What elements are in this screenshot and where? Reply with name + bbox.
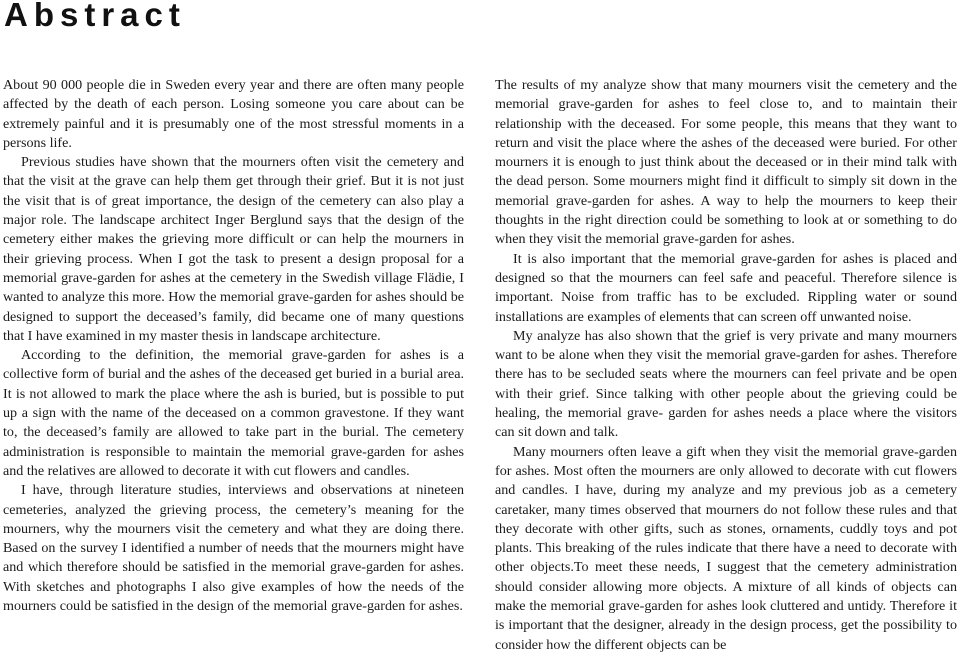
paragraph: My analyze has also shown that the grief is very private and many mourners want to be alone when they visit the memorial grave-garden for ashes. Therefore there has to be secluded seats where the mourners can feel private and be open with their grief. Since talking with other people about the grieving could be healing, the memorial grave- garden for ashes needs a place where the visitors can sit down and talk. — [495, 327, 957, 441]
paragraph: Previous studies have shown that the mourners often visit the cemetery and that the visit at the grave can help them get through their grief. But it is not just the visit that is of great importance, the design of the cemetery can also play a major role. The landscape architect Inger Berglund says that the design of the cemetery either makes the grieving more difficult or can help the mourners in their grieving process. When I got the task to present a design proposal for a memorial grave-garden for ashes at the cemetery in the Swedish village Flädie, I wanted to analyze this more. How the memorial grave-garden for ashes should be designed to support the deceased’s family, did became one of many questions that I have examined in my master thesis in landscape architecture. — [3, 154, 464, 344]
paragraph: According to the definition, the memorial grave-garden for ashes is a collective form of burial and the ashes of the deceased get buried in a burial area. It is not allowed to mark the place where the ash is buried, but is possible to put up a sign with the name of the deceased on a common gravestone. If they want to, the deceased’s family are allowed to take part in the burial. The cemetery administration is responsible to maintain the memorial grave-garden for ashes and the relatives are allowed to decorate it with cut flowers and candles. — [3, 347, 464, 479]
paragraph: I have, through literature studies, interviews and observations at nineteen cemeteries, analyzed the grieving process, the cemetery’s meaning for the mourners, why the mourners visit the cemetery and what they are doing there. Based on the survey I identified a number of needs that the mourners might have and which therefore should be satisfied in the memorial grave-garden for ashes. With sketches and photographs I also give examples of how the needs of the mourners could be satisfied in the design of the memorial grave-garden for ashes. — [3, 482, 464, 615]
paragraph: The results of my analyze show that many mourners visit the cemetery and the memorial grave-garden for ashes to feel close to, and to maintain their relationship with the deceased. For some people, this means that they want to return and visit the place where the ashes of the deceased were buried. For other mourners it is enough to just think about the deceased or in their mind talk with the dead person. Some mourners might find it difficult to simply sit down in the memorial grave-garden for ashes. A way to help the mourners to keep their thoughts in the right direction could be something to look at or something to do when they visit the memorial grave-garden for ashes. — [495, 77, 957, 248]
left-column — [3, 76, 464, 616]
paragraph: It is also important that the memorial grave-garden for ashes is placed and designed so that the mourners can feel safe and peaceful. Therefore silence is important. Noise from traffic has to be excluded. Rippling water or sound installations are examples of elements that can screen off unwanted noise. — [495, 250, 957, 325]
right-column — [495, 76, 957, 655]
page-title: Abstract — [4, 0, 186, 33]
paragraph: Many mourners often leave a gift when they visit the memorial grave-garden for ashes. Most often the mourners are only allowed to decorate with cut flowers and candles. I have, during my analyze and my previous job as a cemetery caretaker, many times observed that mourners do not follow these rules and that they decorate with other gifts, such as stones, ornaments, cuddly toys and pot plants. This breaking of the rules indicate that there have a need to decorate with other objects.To meet these needs, I suggest that the cemetery administration should consider allowing more objects. A mixture of all kinds of objects can make the memorial grave-garden for ashes look cluttered and untidy. Therefore it is important that the designer, already in the design process, get the possibility to consider how the different objects can be — [495, 443, 957, 653]
paragraph: About 90 000 people die in Sweden every year and there are often many people affected by the death of each person. Losing someone you care about can be extremely painful and it is presumably one of the most stressful moments in a persons life. — [3, 77, 464, 151]
